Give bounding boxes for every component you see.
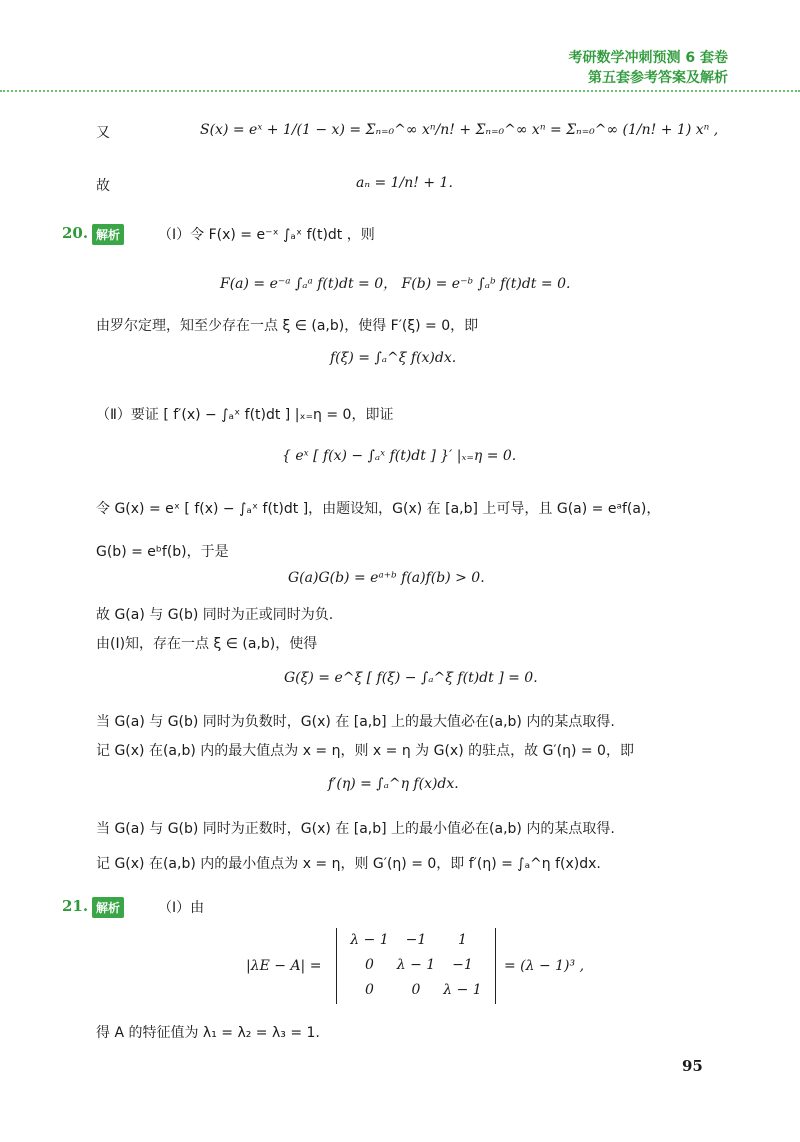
matrix-cell: 0 <box>365 982 374 998</box>
q21-text-2: 得 A 的特征值为 λ₁ = λ₂ = λ₃ = 1. <box>96 1025 320 1041</box>
label-you: 又 <box>96 125 110 141</box>
question-20-tag: 解析 <box>92 224 124 245</box>
q20-equation-3: { eˣ [ f(x) − ∫ₐˣ f(t)dt ] }′ |ₓ₌η = 0. <box>282 448 517 464</box>
q20-text-7: 由(Ⅰ)知，存在一点 ξ ∈ (a,b)，使得 <box>96 636 318 652</box>
q20-equation-2: f(ξ) = ∫ₐ^ξ f(x)dx. <box>330 350 457 366</box>
q20-text-11: 记 G(x) 在(a,b) 内的最小值点为 x = η，则 G′(η) = 0，即 f′(η) = ∫ₐ^η f(x)dx. <box>96 856 601 872</box>
q20-text-5: G(b) = eᵇf(b)，于是 <box>96 544 229 560</box>
q20-equation-1: F(a) = e⁻ᵃ ∫ₐᵃ f(t)dt = 0， F(b) = e⁻ᵇ ∫ₐᵇ f(t)dt = 0. <box>220 276 571 292</box>
q20-text-4: 令 G(x) = eˣ [ f(x) − ∫ₐˣ f(t)dt ]，由题设知，G(x) 在 [a,b] 上可导，且 G(a) = eᵃf(a)， <box>96 501 661 517</box>
header-divider <box>0 90 800 92</box>
determinant-matrix <box>336 928 496 1004</box>
matrix-cell: 1 <box>458 932 467 948</box>
matrix-row <box>337 953 495 978</box>
determinant-result: = (λ − 1)³ , <box>504 958 585 974</box>
q20-text-10: 当 G(a) 与 G(b) 同时为正数时，G(x) 在 [a,b] 上的最小值必在(a,b) 内的某点取得. <box>96 821 615 837</box>
header-title: 考研数学冲刺预测 6 套卷 <box>568 50 728 66</box>
q20-text-8: 当 G(a) 与 G(b) 同时为负数时，G(x) 在 [a,b] 上的最大值必在(a,b) 内的某点取得. <box>96 714 615 730</box>
equation-an: aₙ = 1/n! + 1. <box>356 175 453 191</box>
matrix-cell: λ − 1 <box>443 982 482 998</box>
header-subtitle: 第五套参考答案及解析 <box>588 70 728 86</box>
matrix-cell: 0 <box>411 982 421 998</box>
q20-text-9: 记 G(x) 在(a,b) 内的最大值点为 x = η，则 x = η 为 G(x) 的驻点，故 G′(η) = 0，即 <box>96 743 634 759</box>
q20-text-6: 故 G(a) 与 G(b) 同时为正或同时为负. <box>96 607 334 623</box>
q20-equation-5: G(ξ) = e^ξ [ f(ξ) − ∫ₐ^ξ f(t)dt ] = 0. <box>284 670 538 686</box>
q20-equation-6: f′(η) = ∫ₐ^η f(x)dx. <box>328 776 459 792</box>
q21-part1: （Ⅰ）由 <box>158 900 205 916</box>
equation-s: S(x) = eˣ + 1/(1 − x) = Σₙ₌₀^∞ xⁿ/n! + Σₙ₌₀^∞ xⁿ = Σₙ₌₀^∞ (1/n! + 1) xⁿ , <box>200 122 719 138</box>
matrix-cell: λ − 1 <box>350 932 389 948</box>
determinant-label: |λE − A| = <box>246 958 322 974</box>
matrix-cell: λ − 1 <box>396 957 436 973</box>
matrix-row <box>337 928 495 953</box>
q20-part1: （Ⅰ）令 F(x) = e⁻ˣ ∫ₐˣ f(t)dt ，则 <box>158 227 375 243</box>
matrix-cell: −1 <box>452 957 473 973</box>
question-21-number: 21. <box>62 897 89 915</box>
label-gu: 故 <box>96 178 110 194</box>
question-20-number: 20. <box>62 224 89 242</box>
matrix-cell: −1 <box>405 932 427 948</box>
question-21-tag: 解析 <box>92 897 124 918</box>
q20-text-3: （Ⅱ）要证 [ f′(x) − ∫ₐˣ f(t)dt ] |ₓ₌η = 0，即证 <box>96 407 394 423</box>
q20-equation-4: G(a)G(b) = eᵃ⁺ᵇ f(a)f(b) > 0. <box>288 570 485 586</box>
page-number: 95 <box>682 1057 703 1075</box>
matrix-row <box>337 978 495 1003</box>
matrix-cell: 0 <box>365 957 374 973</box>
q20-text-2: 由罗尔定理，知至少存在一点 ξ ∈ (a,b)，使得 F′(ξ) = 0，即 <box>96 318 479 334</box>
